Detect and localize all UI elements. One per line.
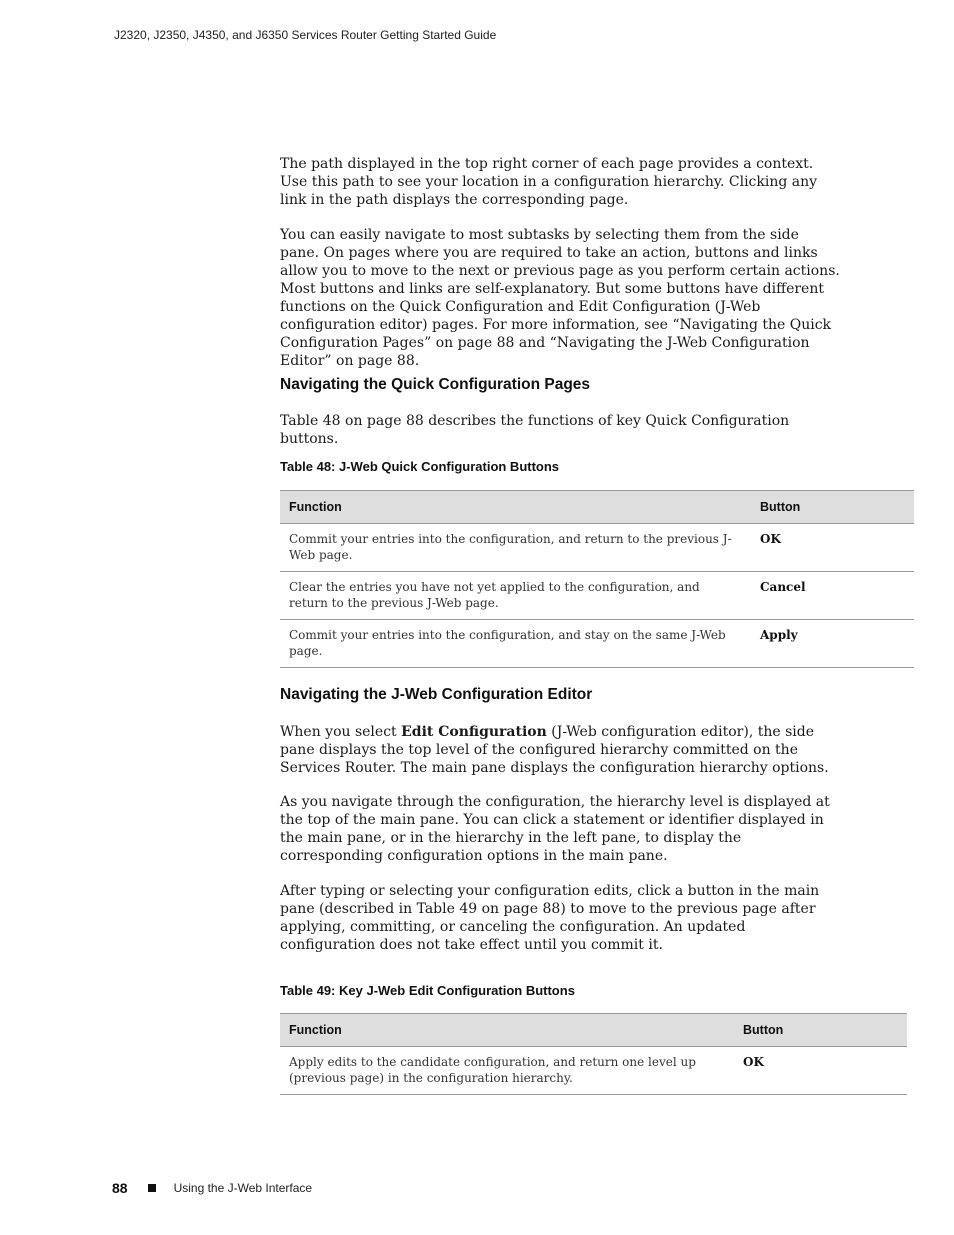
table-49 bbox=[280, 1013, 907, 1095]
button-cell: Apply bbox=[751, 620, 914, 668]
paragraph-navigation: You can easily navigate to most subtasks by selecting them from the side pane. On pages where you are required to take an action, buttons and links allow you to move to the next or previous page as you perform certain actions. Most buttons and links are self-explanatory. But some buttons have different functions on the Quick Configuration and Edit Configuration (J-Web configuration editor) pages. For more information, see “Navigating the Quick Configuration Pages” on page 88 and “Navigating the J-Web Configuration Editor” on page 88. bbox=[280, 227, 840, 369]
table-header-row bbox=[280, 1014, 907, 1047]
table-row bbox=[280, 572, 914, 620]
column-header-function: Function bbox=[280, 1014, 734, 1047]
section-heading-config-editor: Navigating the J-Web Configuration Editor bbox=[280, 686, 593, 703]
table-48-caption: Table 48: J-Web Quick Configuration Buttons bbox=[280, 459, 560, 474]
page-footer bbox=[112, 1178, 312, 1198]
running-header: J2320, J2350, J4350, and J6350 Services Router Getting Started Guide bbox=[114, 28, 497, 42]
page-number: 88 bbox=[112, 1180, 128, 1196]
paragraph-quick-intro: Table 48 on page 88 describes the functions of key Quick Configuration buttons. bbox=[280, 413, 790, 447]
table-row bbox=[280, 1047, 907, 1095]
footer-chapter-title: Using the J-Web Interface bbox=[173, 1181, 313, 1195]
button-cell: Cancel bbox=[751, 572, 914, 620]
paragraph-editor-commit: After typing or selecting your configuration edits, click a button in the main pane (described in Table 49 on page 88) to move to the previous page after applying, committing, or canceling the configuration. An updated configuration does not take effect until you commit it. bbox=[280, 883, 820, 953]
column-header-button: Button bbox=[734, 1014, 907, 1047]
table-row bbox=[280, 524, 914, 572]
function-cell: Commit your entries into the configuration, and return to the previous J-Web page. bbox=[280, 524, 751, 572]
button-cell: OK bbox=[751, 524, 914, 572]
button-cell: OK bbox=[734, 1047, 907, 1095]
table-48 bbox=[280, 490, 914, 668]
function-cell: Clear the entries you have not yet applied to the configuration, and return to the previous J-Web page. bbox=[280, 572, 751, 620]
paragraph-editor-select: When you select Edit Configuration (J-Web configuration editor), the side pane displays the top level of the configured hierarchy committed on the Services Router. The main pane displays the configuration hierarchy options. bbox=[280, 724, 829, 776]
section-heading-quick-configuration: Navigating the Quick Configuration Pages bbox=[280, 376, 591, 393]
paragraph-editor-navigate: As you navigate through the configuration, the hierarchy level is displayed at the top of the main pane. You can click a statement or identifier displayed in the main pane, or in the hierarchy in the left pane, to display the corresponding configuration options in the main pane. bbox=[280, 794, 830, 864]
table-header-row bbox=[280, 491, 914, 524]
paragraph-path-context: The path displayed in the top right corner of each page provides a context. Use this path to see your location in a configuration hierarchy. Clicking any link in the path displays the corresponding page. bbox=[280, 156, 818, 208]
edit-configuration-term: Edit Configuration bbox=[401, 724, 547, 740]
function-cell: Apply edits to the candidate configuration, and return one level up (previous page) in the configuration hierarchy. bbox=[280, 1047, 734, 1095]
table-49-caption: Table 49: Key J-Web Edit Configuration Buttons bbox=[280, 983, 575, 998]
square-bullet-icon bbox=[148, 1184, 156, 1192]
column-header-function: Function bbox=[280, 491, 751, 524]
function-cell: Commit your entries into the configuration, and stay on the same J-Web page. bbox=[280, 620, 751, 668]
column-header-button: Button bbox=[751, 491, 914, 524]
table-row bbox=[280, 620, 914, 668]
